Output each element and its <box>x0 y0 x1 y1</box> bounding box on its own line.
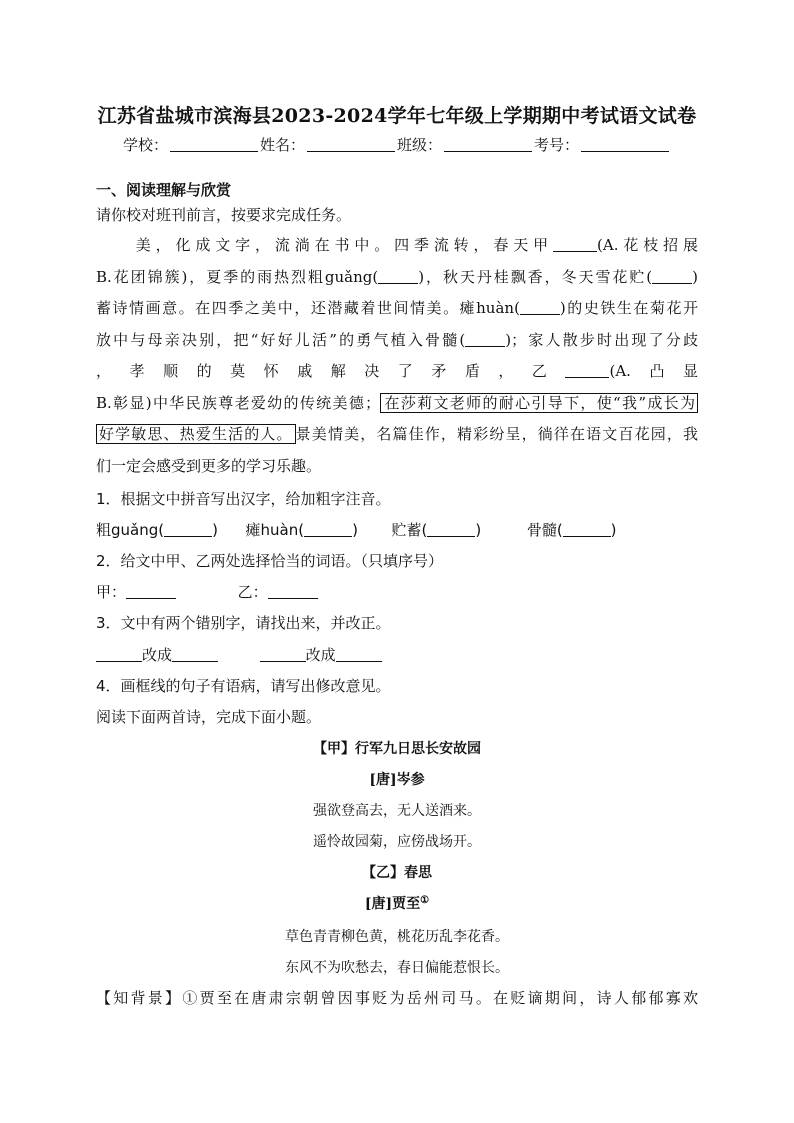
poem-intro: 阅读下面两首诗，完成下面小题。 <box>96 708 322 726</box>
student-info-row <box>0 134 794 155</box>
passage-line-4: 放中与母亲决别，把“好好儿活”的勇气植入骨髓( )；家人散步时出现了分歧 <box>96 330 698 349</box>
passage <box>96 230 698 482</box>
class-blank[interactable] <box>444 137 532 152</box>
correct-char-1[interactable] <box>172 647 218 662</box>
background-note: 【知背景】①贾至在唐肃宗朝曾因事贬为岳州司马。在贬谪期间，诗人郁郁寡欢 <box>96 989 698 1007</box>
poem-1-author: [唐]岑参 <box>369 772 425 788</box>
correct-char-2[interactable] <box>336 647 382 662</box>
blank-jia[interactable] <box>553 237 597 252</box>
number-blank[interactable] <box>581 137 669 152</box>
school-label: 学校： <box>122 136 168 154</box>
poem-2-line-2: 东风不为吹愁去，春日偏能惹恨长。 <box>285 960 509 976</box>
answer-huan[interactable] <box>304 522 352 537</box>
question-2-answers: 甲： 乙： <box>96 582 318 602</box>
answer-guang[interactable] <box>164 522 212 537</box>
wrong-char-2[interactable] <box>260 647 306 662</box>
poem-2-title: 【乙】春思 <box>362 865 432 881</box>
passage-line-1: 美，化成文字，流淌在书中。四季流转，春天甲 (A.花枝招展 <box>135 236 698 254</box>
passage-line-8: 们一定会感受到更多的学习乐趣。 <box>96 456 322 475</box>
poem-2-line-1: 草色青青柳色黄，桃花历乱李花香。 <box>285 929 509 945</box>
blank-huan[interactable] <box>520 300 560 315</box>
question-1: 1．根据文中拼音写出汉字，给加粗字注音。 <box>96 490 391 508</box>
footnote-mark: ① <box>420 895 430 906</box>
exam-title: 江苏省盐城市滨海县2023-2024学年七年级上学期期中考试语文试卷 <box>97 105 697 127</box>
framed-sentence-part-2: 好学敏思、热爱生活的人。 <box>96 424 296 444</box>
question-2: 2．给文中甲、乙两处选择恰当的词语。（只填序号） <box>96 552 444 570</box>
passage-line-7: 好学敏思、热爱生活的人。 景美情美，名篇佳作，精彩纷呈，徜徉在语文百花园，我 <box>96 419 698 451</box>
passage-line-3: 蓄诗情画意。在四季之美中，还潜藏着世间情美。瘫huàn( )的史铁生在菊花开 <box>96 299 698 317</box>
blank-guang[interactable] <box>378 269 418 284</box>
blank-yi[interactable] <box>565 363 609 378</box>
school-blank[interactable] <box>170 137 258 152</box>
question-3-answers: 改成 改成 <box>96 645 382 665</box>
wrong-char-1[interactable] <box>96 647 142 662</box>
number-label: 考号： <box>534 136 580 154</box>
question-4: 4．画框线的句子有语病，请写出修改意见。 <box>96 677 391 695</box>
name-blank[interactable] <box>307 137 395 152</box>
answer-sui[interactable] <box>563 522 611 537</box>
poem-1-line-1: 强欲登高去，无人送酒来。 <box>313 803 481 819</box>
passage-line-6: B.彰显)中华民族尊老爱幼的传统美德； 在莎莉文老师的耐心引导下，使“我”成长为 <box>96 388 698 420</box>
blank-sui[interactable] <box>465 332 505 347</box>
name-label: 姓名： <box>259 136 305 154</box>
blank-zhu[interactable] <box>652 269 692 284</box>
answer-yi[interactable] <box>268 584 318 599</box>
framed-sentence-part-1: 在莎莉文老师的耐心引导下，使“我”成长为 <box>380 393 698 413</box>
section-heading: 一、阅读理解与欣赏 <box>96 181 232 199</box>
passage-line-2: B.花团锦簇)，夏季的雨热烈粗guǎng( )，秋天丹桂飘香，冬天雪花贮( ) <box>96 267 698 286</box>
poem-1-title: 【甲】行军九日思长安故园 <box>313 741 481 757</box>
poem-2-author-row <box>0 893 794 913</box>
question-3: 3．文中有两个错别字，请找出来，并改正。 <box>96 614 391 632</box>
poem-1-line-2: 遥怜故园菊，应傍战场开。 <box>313 834 481 850</box>
section-intro: 请你校对班刊前言，按要求完成任务。 <box>96 206 352 224</box>
question-1-answers: 粗guǎng( ) 瘫huàn( ) 贮蓄( ) 骨髓( ) <box>96 521 617 539</box>
answer-jia[interactable] <box>126 584 176 599</box>
answer-zhu[interactable] <box>427 522 475 537</box>
class-label: 班级： <box>397 136 443 154</box>
poem-2-author: [唐]贾至 <box>364 896 421 912</box>
passage-line-5: ，孝顺的莫怀戚解决了矛盾，乙 (A.凸显 <box>96 362 698 380</box>
